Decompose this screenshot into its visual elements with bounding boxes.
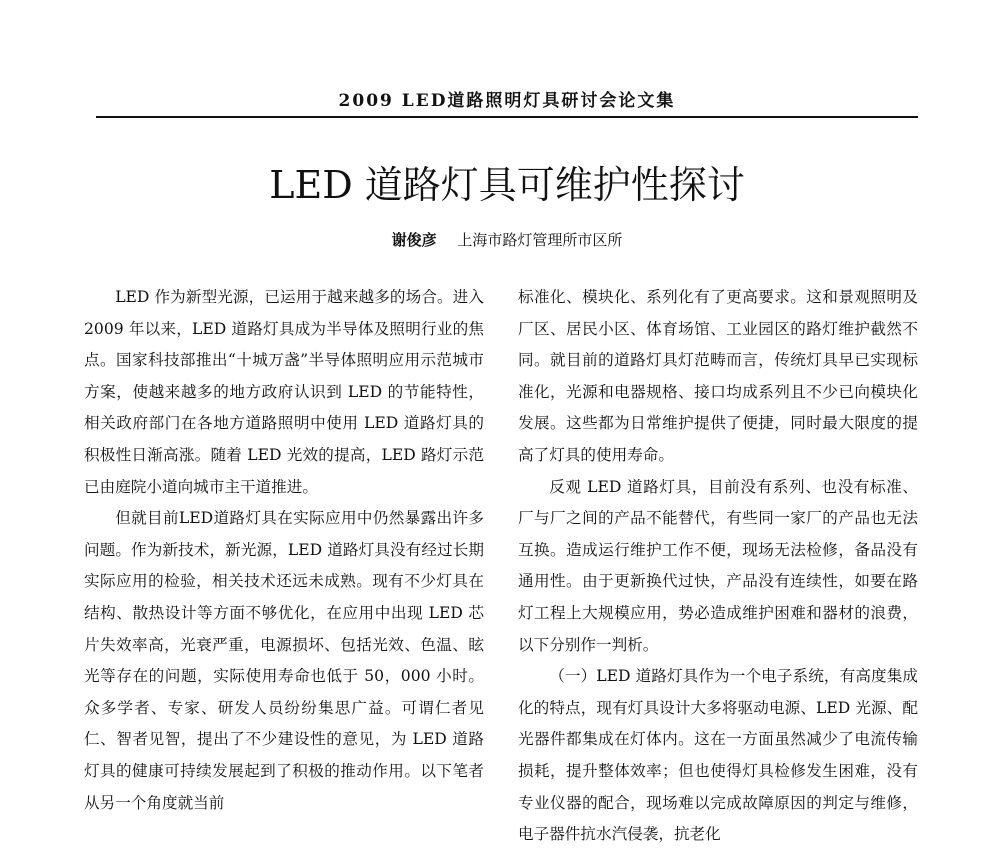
byline xyxy=(96,230,918,250)
paragraph: 但就目前LED道路灯具在实际应用中仍然暴露出许多问题。作为新技术，新光源，LED 道路灯具没有经过长期实际应用的检验，相关技术还远未成熟。现有不少灯具在结构、散热设计等方面不够优化，在应用中出现 LED 芯片失效率高，光衰严重，电源损坏、包括光效、色温、眩光等存在的问题，实际使用寿命也低于 50，000 小时。众多学者、专家、研发人员纷纷集思广益。可谓仁者见仁、智者见智，提出了不少建设性的意见，为 LED 道路灯具的健康可持续发展起到了积极的推动作用。以下笔者从另一个角度就当前 xyxy=(84,509,484,812)
paragraph: 标准化、模块化、系列化有了更高要求。这和景观照明及厂区、居民小区、体育场馆、工业园区的路灯维护截然不同。就目前的道路灯具灯范畴而言，传统灯具早已实现标准化，光源和电器规格、接口均成系列且不少已向模块化发展。这些都为日常维护提供了便捷，同时最大限度的提高了灯具的使用寿命。 xyxy=(518,288,918,464)
paragraph: 反观 LED 道路灯具，目前没有系列、也没有标准、厂与厂之间的产品不能替代，有些同一家厂的产品也无法互换。造成运行维护工作不便，现场无法检修，备品没有通用性。由于更新换代过快，产品没有连续性，如要在路灯工程上大规模应用，势必造成维护困难和器材的浪费，以下分别作一判析。 xyxy=(518,477,918,654)
paragraph: LED 作为新型光源，已运用于越来越多的场合。进入 2009 年以来，LED 道路灯具成为半导体及照明行业的焦点。国家科技部推出“十城万盏”半导体照明应用示范城市方案，使越来越多的地方政府认识到 LED 的节能特性，相关政府部门在各地方道路照明中使用 LED 道路灯具的积极性日渐高涨。随着 LED 光效的提高，LED 路灯示范已由庭院小道向城市主干道推进。 xyxy=(84,288,484,496)
paragraph: （一）LED 道路灯具作为一个电子系统，有高度集成化的特点，现有灯具设计大多将驱动电源、LED 光源、配光器件都集成在灯体内。这在一方面虽然减少了电流传输损耗，提升整体效率；但也使得灯具检修发生困难，没有专业仪器的配合，现场难以完成故障原因的判定与维修，电子器件抗水汽侵袭，抗老化 xyxy=(518,667,918,844)
author-affiliation: 上海市路灯管理所市区所 xyxy=(457,231,623,249)
right-column xyxy=(518,282,918,851)
left-column xyxy=(84,282,484,819)
article-title: LED 道路灯具可维护性探讨 xyxy=(269,163,745,207)
running-head: 2009 LED道路照明灯具研讨会论文集 xyxy=(338,91,676,111)
author-name: 谢俊彦 xyxy=(391,231,437,249)
header-rule xyxy=(96,116,918,118)
